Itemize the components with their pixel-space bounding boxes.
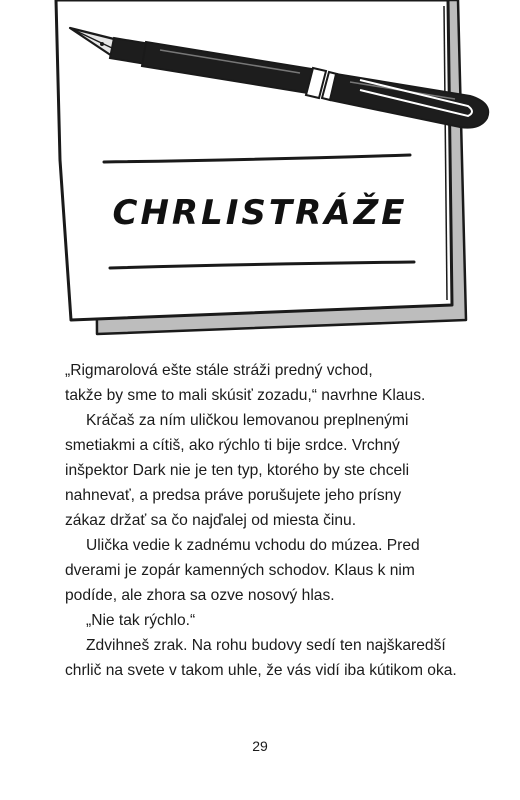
body-text [65,358,485,683]
text-line: Zdvihneš zrak. Na rohu budovy sedí ten najškaredší [86,637,446,654]
text-line: smetiakmi a cítiš, ako rýchlo ti bije srdce. Vrchný [65,437,400,454]
text-line: nahnevať, a predsa práve porušujete jeho prísny [65,487,402,504]
text-line: inšpektor Dark nie je ten typ, ktorého by ste chceli [65,462,410,479]
text-line: takže by sme to mali skúsiť zozadu,“ navrhne Klaus. [65,387,426,404]
chapter-illustration [0,0,520,345]
chapter-title: CHRLISTRÁŽE [112,193,408,233]
text-line: chrlič na svete v takom uhle, že vás vidí iba kútikom oka. [65,662,457,679]
text-line: „Rigmarolová ešte stále stráži predný vchod, [65,362,373,379]
text-line: podíde, ale zhora sa ozve nosový hlas. [65,587,335,604]
text-line: dverami je zopár kamenných schodov. Klaus k nim [65,562,415,579]
text-line: Ulička vedie k zadnému vchodu do múzea. Pred [86,537,420,554]
text-line: zákaz držať sa čo najďalej od miesta činu. [65,512,357,529]
text-line: „Nie tak rýchlo.“ [86,612,196,629]
page-number: 29 [252,738,268,754]
text-line: Kráčaš za ním uličkou lemovanou preplnenými [86,412,409,429]
